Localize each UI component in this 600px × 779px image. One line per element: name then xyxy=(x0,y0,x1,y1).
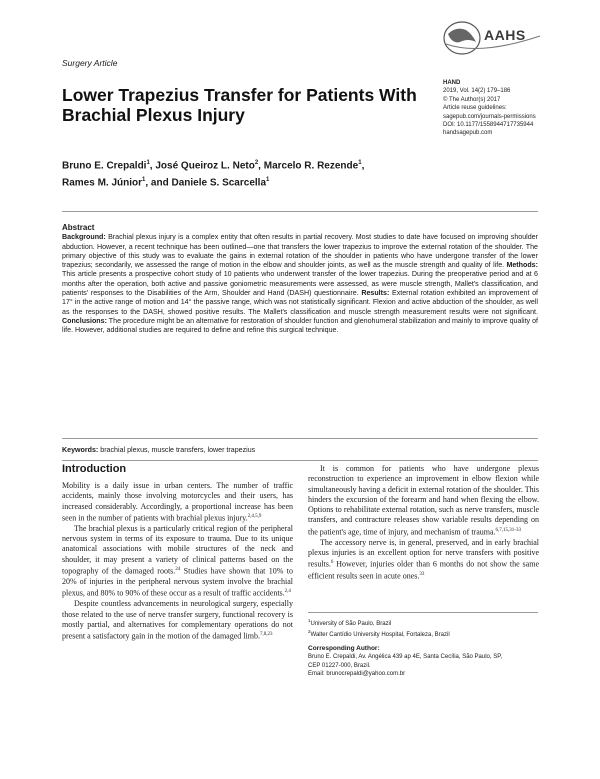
keywords-label: Keywords: xyxy=(62,446,99,454)
citation[interactable]: 24 xyxy=(175,567,181,573)
corresponding-address: CEP 01227-000, Brazil. xyxy=(308,662,371,669)
journal-site[interactable]: handsagepub.com xyxy=(443,130,493,137)
article-title: Lower Trapezius Transfer for Patients With Brachial Plexus Injury xyxy=(62,85,417,125)
author-affiliation: 1 xyxy=(142,177,146,184)
methods-label: Methods: xyxy=(506,261,538,270)
abstract-heading: Abstract xyxy=(62,223,95,232)
footnote-divider xyxy=(308,612,538,613)
abstract-conclusions: The procedure might be an alternative for restoration of shoulder function and glenohumeral stabilization and mainly to improve quality of life. However, additional studies are required to define and refine this surgical technique. xyxy=(62,316,538,335)
abstract xyxy=(62,223,538,336)
author: José Queiroz L. Neto xyxy=(155,160,255,172)
author-affiliation: 1 xyxy=(266,177,270,184)
doi[interactable]: DOI: 10.1177/1558944717735944 xyxy=(443,122,534,129)
paragraph: The accessory nerve is, in general, preserved, and in early brachial plexus injuries is an excellent option for nerve transfers with positive results.$^6$ However, injuries older than 6 months do not show the same efficient results seen in acute ones.$^{33}$ xyxy=(308,537,539,581)
background-label: Background: xyxy=(62,233,106,242)
citation[interactable]: 6,7,15,31-33 xyxy=(495,527,521,533)
author: Marcelo R. Rezende xyxy=(263,160,359,172)
author-affiliation: 1 xyxy=(146,160,150,166)
journal-volume: 2019, Vol. 14(2) 179–186 xyxy=(443,88,511,95)
body-column-right xyxy=(308,464,539,582)
author-affiliation: 2 xyxy=(254,160,259,166)
citation[interactable]: 2,4,5,9 xyxy=(247,513,262,519)
author: Bruno E. Crepaldi xyxy=(62,160,147,172)
author-list: Bruno E. Crepaldi$^1$, José Queiroz L. Neto$^2$, Marcelo R. Rezende$^1$, Rames M. Júnior$^1$, and Daniele S. Scarcella$^1$ xyxy=(62,160,365,189)
abstract-background: Brachial plexus injury is a complex entity that often results in partial recovery. Most studies to date have focused on improving shoulder abduction. However, a recent technique has been outlined—one that transfers the lower trapezius to improve the external rotation of the shoulder. The primary objective of this study was to evaluate the gains in external rotation of the shoulder in patients who have undergone transfer of the lower trapezius; secondarily, we assessed the range of motion in the elbow and shoulder joints, as well as the muscle strength and quality of life. xyxy=(62,233,538,270)
author: Daniele S. Scarcella xyxy=(171,177,267,189)
journal-name: HAND xyxy=(443,80,461,86)
citation[interactable]: 7,8,23 xyxy=(259,632,273,638)
divider xyxy=(62,438,538,439)
corresponding-author-heading: Corresponding Author: xyxy=(308,644,380,652)
permissions-link[interactable]: sagepub.com/journals-permissions xyxy=(443,113,536,120)
paragraph: Despite countless advancements in neurological surgery, especially those related to the use of nerve transfer surgery, functional recovery is mostly partial, and alternatives for complementary operations do not present a satisfactory gain in the motion of the damaged limb.$^{7,8,23}$ xyxy=(62,599,293,641)
abstract-results: External rotation exhibited an improvement of 17° in the active range of motion and 14° the passive range, which was not statistically significant. Flexion and active abduction of the shoulder, as well as the responses to the DASH, showed positive results. The Mallet's classification and muscle strength measurement results were not significant. xyxy=(62,289,538,316)
paragraph: It is common for patients who have undergone plexus reconstruction to experience an improvement in elbow flexion while simultaneously having a deficit in external rotation of the shoulder. This hinders the excursion of the forearm and hand when flexing the elbow. Options to rehabilitate external rotation, such as nerve transfers, muscle transfers, and contracture releases show variable results depending on the patient's age, time of injury, and mechanism of trauma.$^{6,7,15,31-33}$ xyxy=(308,464,539,537)
results-label: Results: xyxy=(361,289,390,298)
section-heading-introduction: Introduction xyxy=(62,463,127,475)
logo-text: AAHS xyxy=(484,27,526,43)
journal-meta xyxy=(443,79,536,138)
affiliation: $^1$University of São Paulo, Brazil xyxy=(308,618,392,627)
article-type-label: Surgery Article xyxy=(62,58,118,68)
paragraph: The brachial plexus is a particularly critical region of the peripheral nervous system in terms of its exposure to trauma. Due to its unique anatomical associations with mobile structures of the neck and shoulder, it may present a variety of clinical patterns based on the topography of the damaged roots.$^{24}$ Studies have shown that 10% to 20% of injuries in the peripheral nervous system involve the brachial plexus, and 80% to 90% of these occur as a result of traffic accidents.$^{2,4}$ xyxy=(62,523,294,598)
paragraph: Mobility is a daily issue in urban centers. The number of traffic accidents, mainly those involving motorcycles and their users, has increased considerably. Accordingly, a proportional increase has been seen in the number of patients with brachial plexus injury.$^{2,4,5,9}$ xyxy=(62,481,293,523)
keywords-text: brachial plexus, muscle transfers, lower trapezius xyxy=(100,446,256,454)
copyright: © The Author(s) 2017 xyxy=(443,96,501,103)
footnotes xyxy=(308,617,540,678)
author-affiliation: 1 xyxy=(358,160,362,166)
conclusions-label: Conclusions: xyxy=(62,316,107,325)
citation[interactable]: 6 xyxy=(330,560,334,566)
affiliation: $^2$Walter Cantídio University Hospital, Fortaleza, Brazil xyxy=(308,629,450,639)
author: Rames M. Júnior xyxy=(62,177,143,189)
body-column-left xyxy=(62,481,293,642)
keywords xyxy=(62,446,538,454)
citation[interactable]: 33 xyxy=(419,572,425,578)
divider xyxy=(62,211,538,212)
divider xyxy=(62,460,538,461)
corresponding-address: Bruno E. Crepaldi, Av. Angélica 439 ap 4E, Santa Cecília, São Paulo, SP, xyxy=(308,654,503,661)
abstract-methods: This article presents a prospective cohort study of 10 patients who underwent transfer of the lower trapezius. During the preoperative period and at 6 months after the operation, both active and passive goniometric measurements were assessed, as were muscle strength, Mallet's classification, and patients' responses to the Disabilities of the Arm, Shoulder and Hand (DASH) questionnaire. xyxy=(62,270,538,298)
reuse-guidelines: Article reuse guidelines: xyxy=(443,105,507,112)
corresponding-email[interactable]: Email: brunocrepaldi@yahoo.com.br xyxy=(308,671,406,678)
citation[interactable]: 2,4 xyxy=(284,589,291,595)
